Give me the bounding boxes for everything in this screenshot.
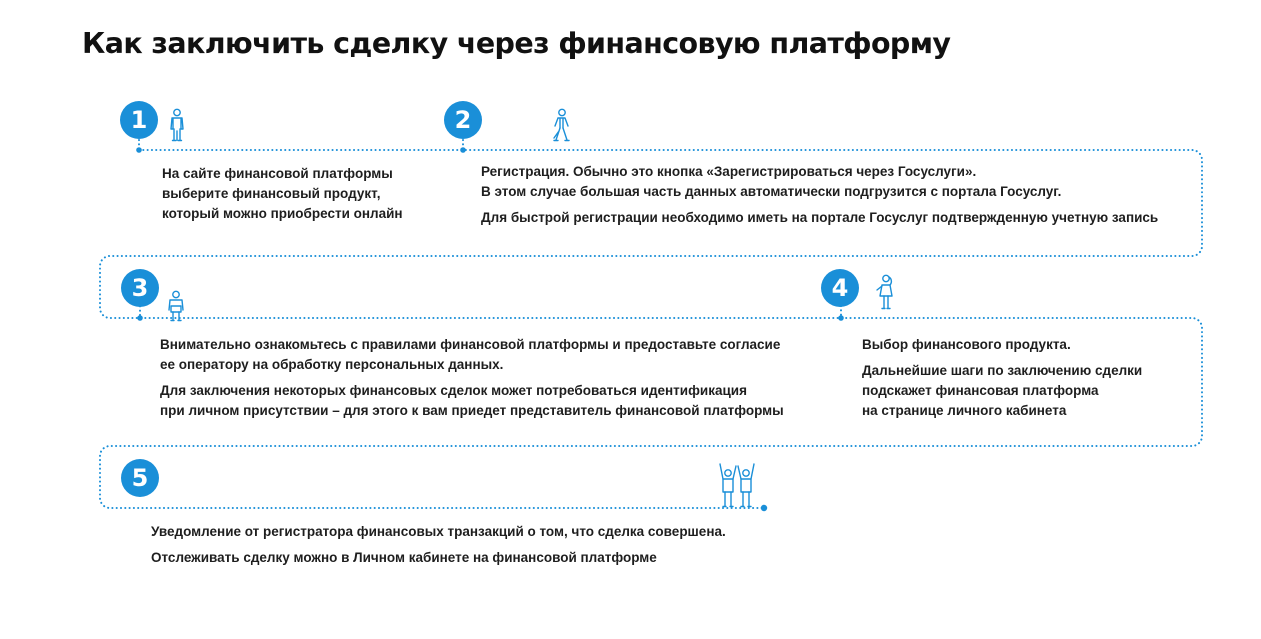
text-line: при личном присутствии – для этого к вам приедет представитель финансовой платформы bbox=[160, 403, 784, 418]
step-4-paragraph-1 bbox=[862, 335, 1142, 355]
text-line: подскажет финансовая платформа bbox=[862, 383, 1099, 398]
reading-person-icon bbox=[165, 290, 187, 322]
step-4-number: 4 bbox=[821, 269, 859, 307]
woman-person-icon bbox=[874, 274, 896, 310]
text-line: В этом случае большая часть данных автоматически подгрузится с портала Госуслуг. bbox=[481, 184, 1062, 199]
text-line: Для быстрой регистрации необходимо иметь на портале Госуслуг подтвержденную учетную запись bbox=[481, 210, 1159, 225]
text-line: Для заключения некоторых финансовых сделок может потребоваться идентификация bbox=[160, 383, 747, 398]
step-5-text bbox=[151, 522, 726, 568]
text-line: Внимательно ознакомьтесь с правилами финансовой платформы и предоставьте согласие bbox=[160, 337, 781, 352]
text-line: Регистрация. Обычно это кнопка «Зарегистрироваться через Госуслуги». bbox=[481, 164, 977, 179]
text-line: Уведомление от регистратора финансовых транзакций о том, что сделка совершена. bbox=[151, 524, 726, 539]
step-1-text bbox=[162, 164, 403, 224]
text-line: который можно приобрести онлайн bbox=[162, 206, 403, 221]
step-2-paragraph-2 bbox=[481, 208, 1158, 228]
page-title: Как заключить сделку через финансовую платформу bbox=[82, 27, 951, 60]
celebrating-people-icon bbox=[717, 460, 757, 508]
step-3-text bbox=[160, 335, 784, 421]
walking-person-icon bbox=[548, 108, 574, 142]
text-line: На сайте финансовой платформы bbox=[162, 166, 393, 181]
text-line: на странице личного кабинета bbox=[862, 403, 1067, 418]
standing-person-icon bbox=[168, 108, 186, 142]
step-3-paragraph-2 bbox=[160, 381, 784, 421]
text-line: Выбор финансового продукта. bbox=[862, 337, 1071, 352]
step-1-paragraph-1 bbox=[162, 164, 403, 224]
text-line: ее оператору на обработку персональных данных. bbox=[160, 357, 504, 372]
step-4-paragraph-2 bbox=[862, 361, 1142, 421]
step-5-paragraph-1 bbox=[151, 522, 726, 542]
step-2-number: 2 bbox=[444, 101, 482, 139]
text-line: Отслеживать сделку можно в Личном кабинете на финансовой платформе bbox=[151, 550, 657, 565]
step-2-text bbox=[481, 162, 1158, 228]
step-3-paragraph-1 bbox=[160, 335, 784, 375]
step-5-number: 5 bbox=[121, 459, 159, 497]
step-5-paragraph-2 bbox=[151, 548, 726, 568]
step-4-text bbox=[862, 335, 1142, 421]
step-3-number: 3 bbox=[121, 269, 159, 307]
step-1-number: 1 bbox=[120, 101, 158, 139]
text-line: выберите финансовый продукт, bbox=[162, 186, 381, 201]
text-line: Дальнейшие шаги по заключению сделки bbox=[862, 363, 1143, 378]
step-2-paragraph-1 bbox=[481, 162, 1158, 202]
